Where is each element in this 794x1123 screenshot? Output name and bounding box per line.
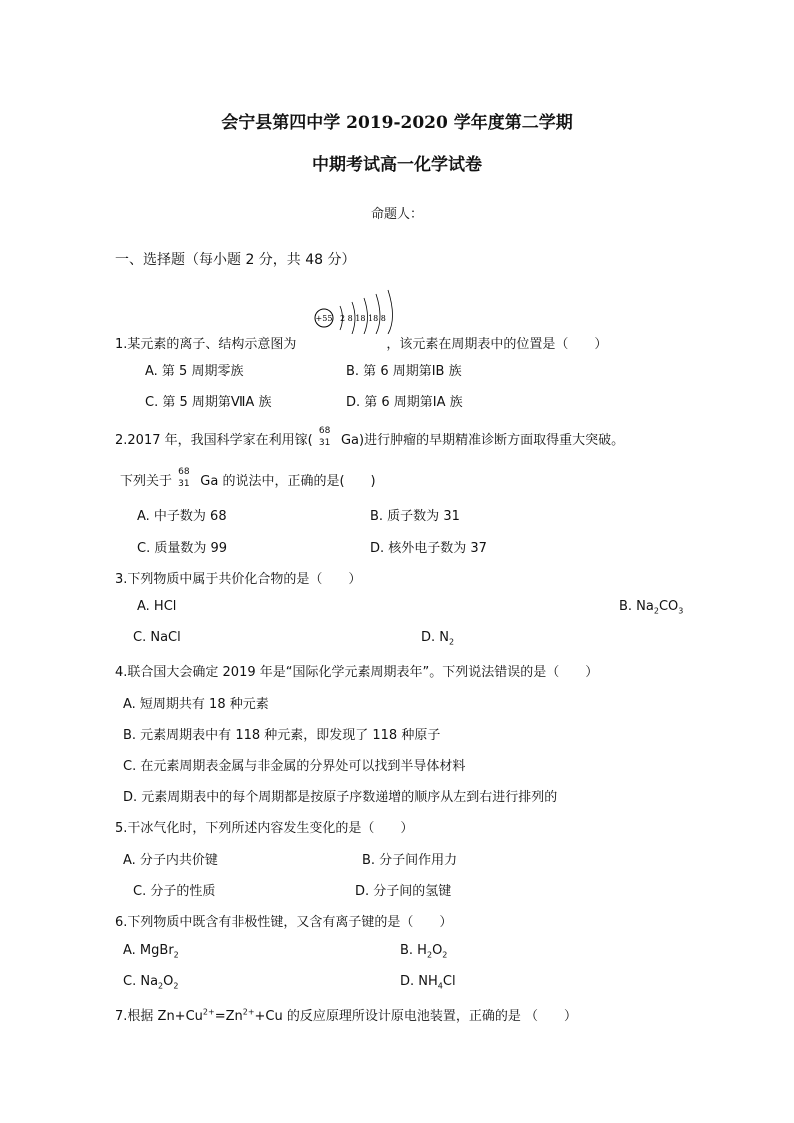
q3-stem: 3.下列物质中属于共价化合物的是（ ） xyxy=(115,572,362,587)
q6-c-text: C. Na xyxy=(123,974,159,989)
q1-option-b: B. 第 6 周期第ⅠB 族 xyxy=(346,364,462,379)
q6-option-c xyxy=(123,974,178,991)
q1-stem-a: 1.某元素的离子、结构示意图为 xyxy=(115,337,297,352)
q1-option-a: A. 第 5 周期零族 xyxy=(145,364,244,379)
q1-stem-b: ，该元素在周期表中的位置是（ ） xyxy=(386,337,608,352)
q3-b-text: B. Na xyxy=(619,599,654,614)
q7-stem xyxy=(115,1005,577,1024)
q6-stem: 6.下列物质中既含有非极性键，又含有离子键的是（ ） xyxy=(115,915,453,930)
ga-isotope-symbol xyxy=(176,467,196,493)
q4-option-d: D. 元素周期表中的每个周期都是按原子序数递增的顺序从左到右进行排列的 xyxy=(123,790,558,805)
q5-option-c: C. 分子的性质 xyxy=(133,884,216,899)
q6-b-sub1: 2 xyxy=(426,950,433,960)
q2-sub-a: 下列关于 xyxy=(120,474,173,489)
nucleus-charge: +55 xyxy=(315,314,333,323)
mass-number: 68 xyxy=(318,426,331,436)
q2-stem xyxy=(115,426,624,452)
q6-option-d xyxy=(400,974,456,991)
q2-sub-b: Ga 的说法中，正确的是( ) xyxy=(200,474,376,489)
q6-b-text2: O xyxy=(432,943,443,958)
q2-option-a: A. 中子数为 68 xyxy=(137,509,227,524)
q7-text3: +Cu 的反应原理所设计原电池装置，正确的是 （ ） xyxy=(254,1009,578,1024)
q3-d-text: D. N xyxy=(421,630,449,645)
q5-option-a: A. 分子内共价键 xyxy=(123,853,218,868)
atomic-structure-diagram xyxy=(312,288,398,334)
q6-d-text2: Cl xyxy=(442,974,456,989)
q6-option-a xyxy=(123,943,179,960)
mass-number: 68 xyxy=(178,467,190,477)
q3-option-a: A. HCl xyxy=(137,599,177,614)
q1-option-d: D. 第 6 周期第ⅠA 族 xyxy=(346,395,463,410)
author-label: 命题人： xyxy=(370,207,423,222)
electron-shells: 2 8 18 18 8 xyxy=(340,314,386,323)
q6-c-sub1: 2 xyxy=(158,981,164,991)
q6-b-text: B. H xyxy=(400,943,427,958)
q2-stem-b: Ga)进行肿瘤的早期精准诊断方面取得重大突破。 xyxy=(340,433,625,448)
q6-d-text: D. NH xyxy=(400,974,438,989)
q6-option-b xyxy=(400,943,447,960)
ga-isotope-symbol xyxy=(317,426,337,452)
q1-stem xyxy=(115,333,607,352)
q7-sup2: 2+ xyxy=(242,1007,255,1017)
q2-option-b: B. 质子数为 31 xyxy=(370,509,460,524)
q2-option-c: C. 质量数为 99 xyxy=(137,541,228,556)
q6-c-sub2: 2 xyxy=(173,981,179,991)
q3-b-sub2: 3 xyxy=(678,606,684,616)
atomic-number: 31 xyxy=(178,479,190,489)
q2-stem-a: 2.2017 年，我国科学家在利用镓( xyxy=(115,433,313,448)
q3-option-c: C. NaCl xyxy=(133,630,181,645)
q3-b-text2: CO xyxy=(658,599,679,614)
q2-substem xyxy=(120,467,376,493)
exam-title-line2: 中期考试高一化学试卷 xyxy=(312,155,482,175)
q1-option-c: C. 第 5 周期第ⅦA 族 xyxy=(145,395,272,410)
q7-text2: =Zn xyxy=(214,1009,243,1024)
q3-option-d xyxy=(421,630,454,647)
q6-d-sub: 4 xyxy=(437,981,443,991)
q6-c-text2: O xyxy=(163,974,174,989)
q3-d-sub: 2 xyxy=(449,637,455,647)
q3-option-b xyxy=(619,599,683,616)
q5-stem: 5.干冰气化时，下列所述内容发生变化的是（ ） xyxy=(115,821,414,836)
q4-option-a: A. 短周期共有 18 种元素 xyxy=(123,697,269,712)
section-heading: 一、选择题（每小题 2 分，共 48 分） xyxy=(115,252,356,268)
q2-option-d: D. 核外电子数为 37 xyxy=(370,541,487,556)
q5-option-b: B. 分子间作用力 xyxy=(362,853,458,868)
q4-option-c: C. 在元素周期表金属与非金属的分界处可以找到半导体材料 xyxy=(123,759,466,774)
atomic-number: 31 xyxy=(318,438,331,448)
q7-sup1: 2+ xyxy=(202,1007,215,1017)
q6-b-sub2: 2 xyxy=(442,950,448,960)
q4-option-b: B. 元素周期表中有 118 种元素，即发现了 118 种原子 xyxy=(123,728,441,743)
q4-stem: 4.联合国大会确定 2019 年是“国际化学元素周期表年”。下列说法错误的是（ ） xyxy=(115,665,599,680)
q3-b-sub1: 2 xyxy=(653,606,659,616)
q6-a-text: A. MgBr xyxy=(123,943,174,958)
exam-title-line1: 会宁县第四中学 2019-2020 学年度第二学期 xyxy=(221,113,573,133)
q5-option-d: D. 分子间的氢键 xyxy=(355,884,452,899)
q6-a-sub: 2 xyxy=(173,950,179,960)
q7-text1: 7.根据 Zn+Cu xyxy=(115,1009,203,1024)
